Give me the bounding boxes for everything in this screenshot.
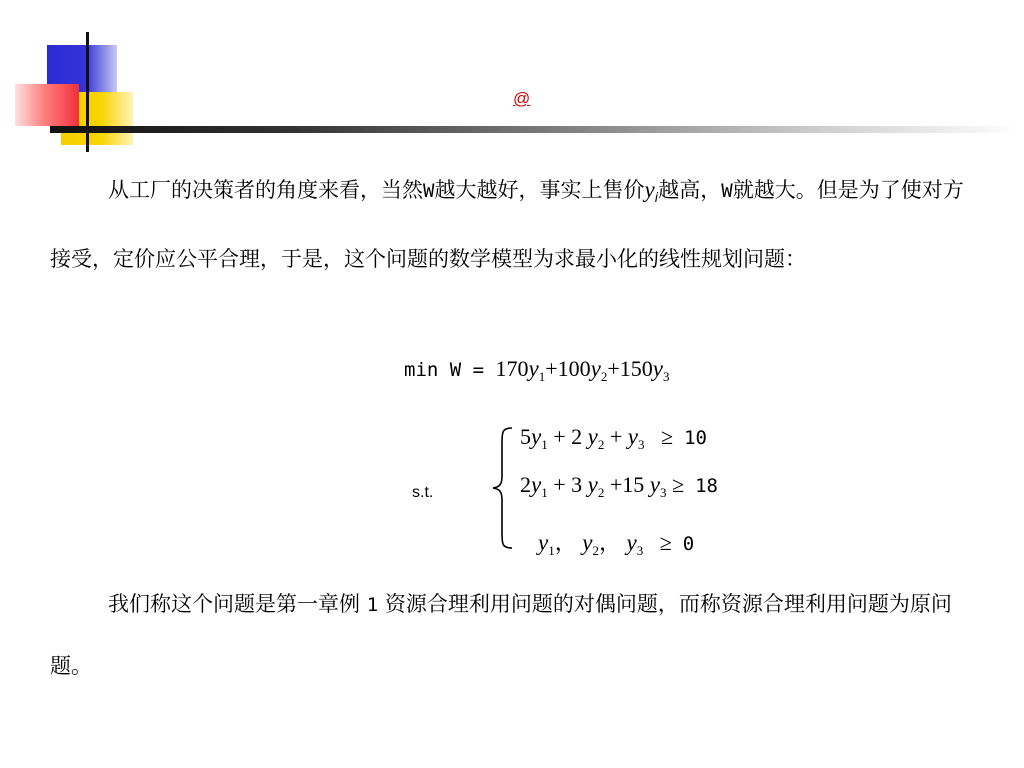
c2-var-1: y — [531, 472, 542, 497]
para1-text-c: 越高， — [658, 178, 722, 202]
c3-var-3: y — [626, 530, 637, 555]
left-brace — [488, 424, 518, 552]
c2-coef-3: +15 — [609, 472, 645, 497]
objective-coef-1: 170 — [495, 356, 529, 381]
c1-var-3: y — [627, 424, 638, 449]
para1-text-d: 就越大。但是为了使对方接受，定价应公平合理，于是，这个问题的数学模型为求最小化的线性规划问题： — [50, 178, 964, 271]
c2-relation: ≥ — [672, 472, 685, 497]
c2-rhs: 18 — [695, 475, 718, 497]
para1-var-w2: W — [721, 180, 733, 202]
para1-var-w: W — [423, 180, 435, 202]
c1-sub-1: 1 — [541, 437, 548, 452]
objective-var-2: y — [590, 356, 601, 381]
c1-sub-3: 3 — [638, 437, 645, 452]
c3-sub-1: 1 — [548, 543, 555, 558]
objective-prefix: min W = — [404, 359, 496, 381]
objective-coef-2: +100 — [545, 356, 591, 381]
c2-var-3: y — [649, 472, 660, 497]
c2-var-2: y — [587, 472, 598, 497]
para2-text-b: 资源合理利用问题的对偶问题，而称资源合理利用问题为原问题。 — [50, 592, 952, 678]
c1-coef-2: + 2 — [553, 424, 583, 449]
c2-sub-3: 3 — [660, 485, 667, 500]
c1-plus: + — [609, 424, 623, 449]
para1-text-a: 从工厂的决策者的角度来看，当然 — [108, 178, 423, 202]
objective-var-1: y — [528, 356, 539, 381]
c3-var-1: y — [538, 530, 549, 555]
subject-to-label: s.t. — [412, 484, 434, 501]
c2-coef-1: 2 — [520, 472, 531, 497]
c3-var-2: y — [582, 530, 593, 555]
c2-coef-2: + 3 — [553, 472, 583, 497]
c3-rhs: 0 — [682, 533, 695, 555]
c1-coef-1: 5 — [520, 424, 531, 449]
c2-sub-2: 2 — [597, 485, 605, 500]
c1-rhs: 10 — [684, 427, 707, 449]
constraint-row-3 — [538, 526, 694, 559]
example-number: 1 — [366, 594, 379, 616]
header-link[interactable]: @ — [513, 89, 531, 108]
objective-function — [404, 356, 670, 385]
objective-coef-3: +150 — [607, 356, 653, 381]
constraint-row-2 — [520, 472, 718, 501]
price-variable: y — [644, 177, 655, 202]
para2-text-a: 我们称这个问题是第一章例 — [108, 592, 360, 616]
c1-var-1: y — [531, 424, 542, 449]
c3-sep-2: ， — [598, 530, 621, 555]
para1-text-b: 越大越好，事实上售价 — [434, 178, 645, 202]
c2-sub-1: 1 — [541, 485, 548, 500]
objective-sub-1: 1 — [538, 369, 546, 384]
objective-sub-3: 3 — [663, 369, 670, 384]
c3-sep-1: ， — [554, 530, 577, 555]
objective-sub-2: 2 — [600, 369, 608, 384]
header-divider-bar — [50, 126, 1020, 133]
c3-sub-2: 2 — [592, 543, 599, 558]
header-vertical-line — [86, 32, 89, 152]
constraint-row-1 — [520, 424, 707, 453]
price-subscript: i — [654, 191, 659, 206]
paragraph-conclusion — [50, 574, 975, 697]
paragraph-intro — [50, 159, 975, 290]
c3-sub-3: 3 — [636, 543, 644, 558]
header-red-block — [15, 84, 79, 126]
c3-relation: ≥ — [659, 530, 672, 555]
c1-var-2: y — [587, 424, 598, 449]
objective-var-3: y — [652, 356, 664, 381]
c1-sub-2: 2 — [597, 437, 605, 452]
c1-relation: ≥ — [661, 424, 674, 449]
